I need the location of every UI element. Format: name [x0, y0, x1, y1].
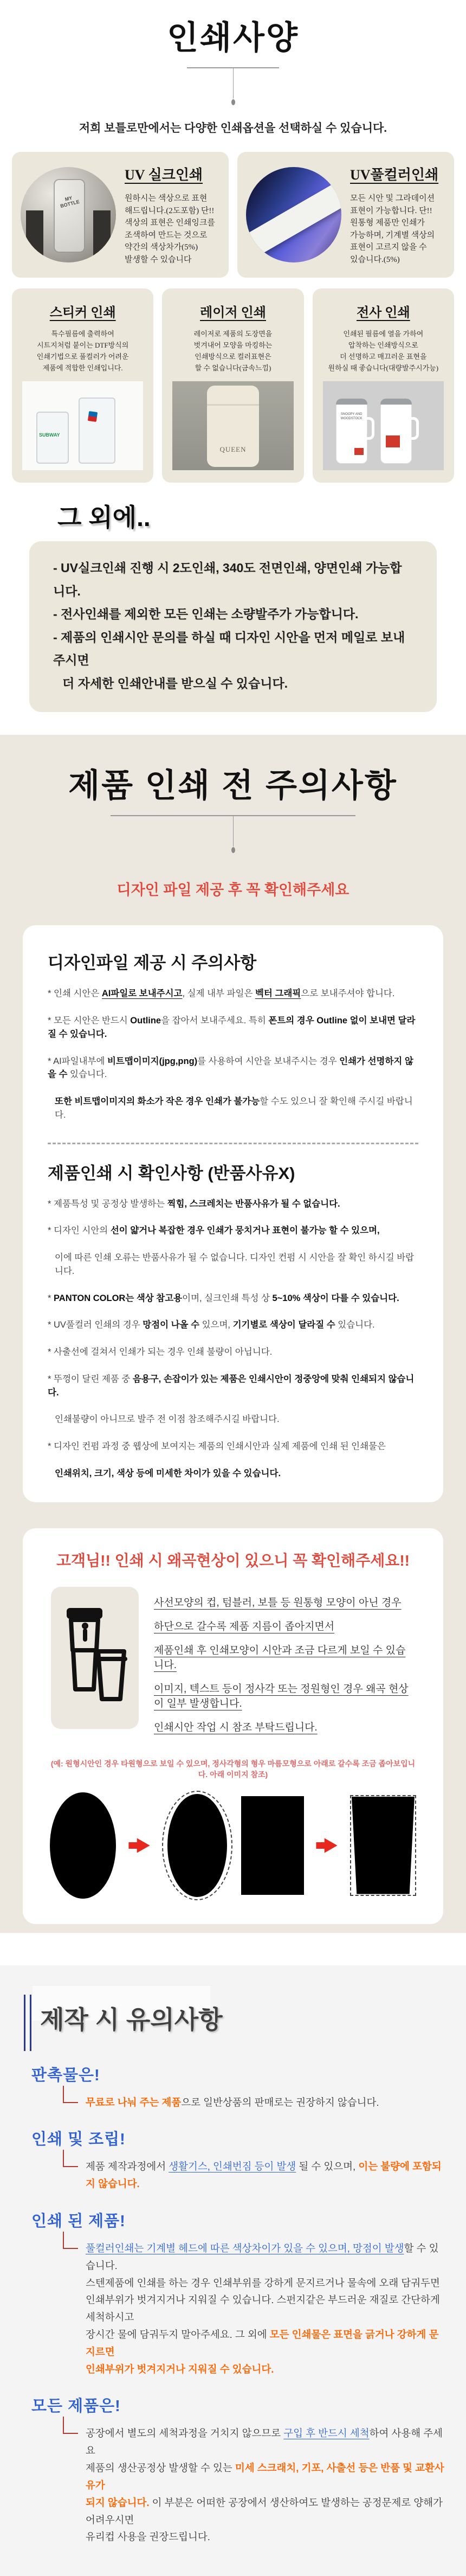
dashed-divider: [48, 1143, 418, 1144]
etc-heading: 그 외에..: [57, 503, 151, 531]
connector-vertical-line: [233, 68, 234, 99]
block-line: [86, 2361, 444, 2378]
notice-item: [48, 1224, 418, 1238]
laser-print-card: [162, 289, 303, 483]
square-design-shape: [241, 1796, 304, 1895]
card-title: 스티커 인쇄: [49, 306, 116, 320]
photo-detail: [380, 399, 412, 405]
text-segment: 있으며,: [199, 1320, 233, 1330]
notice-item: [48, 1440, 418, 1453]
text-segment: * UV풀컬러 인쇄의 경우: [48, 1320, 143, 1330]
card-line: 해드립니다.(2도포함) 단!!: [125, 206, 215, 215]
production-title-block: [0, 1979, 466, 2063]
card-title: 레이저 인쇄: [200, 306, 266, 320]
red-arrow-icon: [314, 1836, 339, 1855]
block-text: [86, 2240, 444, 2378]
red-arrow-icon: [127, 1836, 152, 1855]
card-line: 원하실 때 좋습니다(대량발주시가능): [328, 364, 439, 373]
glass-mug-shape: [36, 412, 69, 464]
text-segment: 제품의 생산공정상 발생할 수 있는: [86, 2462, 235, 2474]
tumbler-icon-tile: [51, 1587, 139, 1729]
print-spec-subtitle: 저희 보틀로만에서는 다양한 인쇄옵션을 선택하실 수 있습니다.: [79, 122, 387, 134]
card-line: 특수필름에 출력하여: [51, 330, 114, 338]
transfer-print-card: [313, 289, 454, 483]
text-segment: * 모든 시안은 반드시: [48, 1016, 131, 1026]
bracket-connector: [63, 2232, 78, 2249]
connector-vertical-line: [233, 816, 234, 847]
text-segment: 하여 사용해 주세요: [86, 2427, 443, 2457]
notice-item: [48, 1345, 418, 1359]
text-segment: 벡터 그래픽: [255, 989, 301, 999]
notice-item: [48, 1095, 418, 1122]
notice-item: [48, 1197, 418, 1211]
text-segment: 있습니다.: [67, 1069, 107, 1080]
photo-detail: [93, 210, 111, 256]
photo-detail: [352, 1797, 415, 1894]
distortion-line: 하단으로 갈수록 제품 지름이 좁아지면서: [154, 1620, 335, 1632]
notice-item: [48, 1014, 418, 1041]
laser-print-sample-photo: [172, 381, 293, 470]
notice-item: [48, 1467, 418, 1481]
check-notice-heading: 제품인쇄 시 확인사항 (반품사유X): [48, 1163, 295, 1183]
block-line: [86, 2291, 444, 2326]
title-connector-line: [0, 815, 466, 853]
bracket-connector: [63, 2150, 78, 2167]
title-connector-line: [0, 67, 466, 105]
notice-item: [48, 1251, 418, 1278]
queen-logo: QUEEN: [219, 445, 247, 454]
print-option-cards-top: [0, 152, 466, 278]
dominos-logo: [88, 411, 98, 422]
all-products-block: [0, 2394, 444, 2546]
connector-dot: [231, 99, 235, 105]
photo-detail: [167, 1794, 227, 1897]
text-segment: 으로 보내주셔야 합니다.: [301, 989, 395, 999]
doghouse-graphic: [354, 448, 364, 455]
tumbler-cup-icon: [61, 1604, 128, 1712]
text-segment: 인쇄부위가 벗겨지거나 지워질 수 있습니다. 스펀지같은 부드러운 재질로 간단하게 세척하시고: [86, 2294, 440, 2323]
etc-bullet: - 전사인쇄를 제외한 모든 인쇄는 소량발주가 가능합니다.: [53, 607, 359, 621]
text-segment: 이에 따른 인쇄 오류는 반품사유가 될 수 없습니다. 디자인 컨펌 시 시안을 잘 확인 하시길 바랍니다.: [55, 1253, 415, 1276]
etc-notes-box: [29, 541, 437, 712]
text-segment: * 디자인 컨펌 과정 중 웹상에 보여지는 제품의 인쇄시안과 실제 제품에 인쇄 된 인쇄물은: [48, 1441, 386, 1452]
card-text-column: [125, 164, 220, 266]
distortion-line: 인쇄시안 작업 시 참조 부탁드립니다.: [154, 1721, 318, 1733]
distorted-square-shape: [350, 1795, 416, 1896]
card-title: UV 실크인쇄: [125, 167, 203, 183]
text-segment: 으로 일반상품의 판매로는 권장하지 않습니다.: [181, 2096, 379, 2108]
text-segment: * 디자인 시안의: [48, 1226, 111, 1236]
card-line: 가능하며, 기계별 색상의: [350, 230, 435, 240]
block-line: [86, 2459, 444, 2494]
connector-dot: [231, 847, 235, 853]
text-segment: 유리컵 사용을 권장드립니다.: [86, 2531, 210, 2543]
print-option-cards-bottom: [0, 289, 466, 483]
etc-bullet: - UV실크인쇄 진행 시 2도인쇄, 340도 전면인쇄, 양면인쇄 가능합니다.: [53, 561, 402, 598]
photo-detail: [207, 404, 259, 406]
text-segment: 인쇄가 선명하지 않을 수: [48, 1056, 413, 1080]
sticker-print-sample-photo: [22, 381, 143, 470]
block-line: [86, 2094, 444, 2111]
text-segment: 을 잡아서 보내주세요. 특히: [161, 1016, 269, 1026]
promo-item-block: [0, 2063, 444, 2111]
uv-silk-print-card: [12, 152, 229, 278]
photo-detail: [246, 182, 341, 260]
card-line: 색상의 표현은 인쇄잉크를: [125, 219, 215, 227]
card-line: 제품에 적합한 인쇄입니다.: [42, 364, 123, 373]
block-line: [86, 2240, 444, 2274]
card-text-column: [350, 164, 445, 266]
distortion-warning-box: [23, 1528, 443, 1924]
distortion-line: 이미지, 텍스트 등이 정사각 또는 정원형인 경우 왜곡 현상이 일부 발생합니다.: [154, 1683, 409, 1709]
card-line: 조색하여 만드는 것으로: [125, 230, 208, 240]
text-segment: 무료로 나눠 주는 제품: [86, 2096, 182, 2108]
notice-item: [48, 1318, 418, 1332]
navy-double-bar: [24, 1995, 31, 2051]
production-caution-section: [0, 1965, 466, 2576]
text-segment: 모든 인쇄물은 표면을 긁거나 강하게 문지르면: [86, 2329, 439, 2357]
block-line: [86, 2274, 444, 2292]
caution-section-title: 제품 인쇄 전 주의사항: [68, 767, 398, 804]
text-segment: 공장에서 별도의 세척과정을 거치지 않으므로: [86, 2427, 284, 2439]
block-line: [86, 2528, 444, 2546]
text-segment: , 실제 내부 파일은: [182, 989, 255, 999]
text-segment: 를 사용하여 시안을 보내주시는 경우: [197, 1056, 340, 1066]
block-text: [86, 2094, 444, 2111]
block-heading: 모든 제품은!: [31, 2398, 121, 2415]
text-segment: * 사출선에 걸쳐서 인쇄가 되는 경우 인쇄 불량이 아닙니다.: [48, 1347, 273, 1357]
print-spec-section: [0, 0, 466, 712]
text-segment: 찍힘, 스크레치는 반품사유가 될 수 없습니다.: [167, 1199, 340, 1209]
text-segment: 미세 스크래치, 기포, 사출선 등은 반품 및 교환사유가: [86, 2462, 444, 2491]
text-segment: 할 수도 있으니 잘 확인해 주시길 바랍니다.: [55, 1097, 413, 1120]
caution-section-subtitle: 디자인 파일 제공 후 꼭 확인해주세요: [116, 882, 350, 899]
uv-silk-machine-photo: [21, 167, 116, 262]
card-line: 발생할 수 있습니다: [125, 255, 192, 264]
text-segment: 제품 제작과정에서: [86, 2161, 169, 2173]
text-segment: 비트맵이미지의 화소가 작은 경우 인쇄가 불가능: [74, 1097, 260, 1107]
card-line: 시트지처럼 붙이는 DTF방식의: [37, 341, 129, 350]
text-segment: 될 수 있으며,: [296, 2161, 359, 2173]
text-segment: 있습니다.: [335, 1320, 375, 1330]
card-line: 원하시는 색상으로 표현: [125, 194, 208, 203]
text-segment: 이는 불량에 포함되지 않습니다.: [86, 2161, 442, 2190]
text-segment: PANTON COLOR는 색상 참고용: [54, 1293, 183, 1303]
uv-printer-photo: [246, 167, 341, 262]
distortion-caption: (예: 원형시안인 경우 타원형으로 보일 수 있으며, 정사각형의 형우 마름모형으로 아래로 갈수록 조금 좁아보입니다. 아래 이미지 참조): [50, 1759, 416, 1779]
sticker-print-card: [12, 289, 153, 483]
text-segment: 인쇄부위가 벗겨지거나 지워질 수 있습니다.: [86, 2363, 274, 2375]
block-heading: 인쇄 된 제품!: [31, 2212, 126, 2230]
snoopy-mug-shape: [336, 399, 367, 464]
distortion-example-shapes: [50, 1791, 416, 1900]
pre-print-caution-section: [0, 735, 466, 1932]
snoopy-logo: SNOOPY AND WOODSTOCK: [340, 413, 363, 420]
card-line: 압착하는 인쇄방식으로: [348, 341, 418, 350]
text-segment: 할 수 있습니다.: [86, 2242, 439, 2271]
block-line: [86, 2326, 444, 2361]
design-notice-heading: 디자인파일 제공 시 주의사항: [48, 953, 257, 973]
text-segment: 5~10% 색상이 다를 수 있습니다.: [272, 1293, 399, 1303]
text-segment: * 뚜껑이 달린 제품 중: [48, 1374, 133, 1384]
block-heading: 인쇄 및 조립!: [31, 2131, 126, 2149]
etc-bullet: 더 자세한 인쇄안내를 받으실 수 있습니다.: [62, 676, 288, 690]
card-line: 더 선명하고 매끄러운 표현을: [340, 353, 427, 361]
circle-design-shape: [50, 1792, 116, 1899]
etc-bullet: - 제품의 인쇄시안 문의를 하실 때 디자인 시안을 먼저 메일로 보내주시면: [53, 630, 405, 668]
text-segment: *: [48, 1293, 54, 1303]
text-segment: 구입 후 반드시 세척: [283, 2427, 370, 2439]
card-line: 원통형 제품만 인쇄가: [350, 219, 425, 227]
text-segment: 되지 않습니다.: [86, 2496, 150, 2508]
snoopy-mug-shape: [380, 399, 412, 464]
card-line: 약간의 색상차가(5%): [125, 243, 198, 252]
glass-mug-shape: [79, 398, 115, 464]
my-bottle-label: MY BOTTLE: [60, 195, 80, 209]
text-segment: 생활기스, 인쇄번짐 등이 발생: [169, 2161, 296, 2173]
card-title: UV풀컬러인쇄: [350, 167, 439, 183]
block-text: [86, 2425, 444, 2546]
card-line: 모든 시안 및 그라데이션: [350, 194, 435, 203]
card-line: 인쇄방식으로 컬러표현은: [195, 353, 271, 361]
card-line: 표현이 가능합니다. 단!!: [350, 206, 432, 215]
block-text: [86, 2158, 444, 2193]
distortion-heading: 고객님!! 인쇄 시 왜곡현상이 있으니 꼭 확인해주세요!!: [56, 1552, 410, 1569]
block-line: [86, 2158, 444, 2193]
text-segment: 스텐제품에 인쇄를 하는 경우 인쇄부위를 강하게 문지르거나 물속에 오래 담궈두면: [86, 2277, 440, 2289]
distortion-line: 사선모양의 컵, 텀블러, 보틀 등 원통형 모양이 아닌 경우: [154, 1597, 402, 1609]
uv-fullcolor-print-card: [237, 152, 454, 278]
printed-product-block: [0, 2209, 444, 2378]
text-segment: 풀컬러인쇄는 기계별 헤드에 따른 색상차이가 있을 수 있으며, 망점이 발생: [86, 2242, 404, 2254]
text-segment: 비트맵이미지(jpg,png): [107, 1056, 198, 1066]
photo-detail: [336, 399, 367, 405]
bracket-connector: [63, 2086, 78, 2103]
doghouse-graphic: [386, 435, 400, 447]
text-segment: * AI파일내부에: [48, 1056, 107, 1066]
card-line: 표현이 고르지 않을 수: [350, 243, 427, 252]
block-line: [86, 2425, 444, 2459]
text-segment: 이 부분은 어떠한 공장에서 생산하여도 발생하는 공정문제로 양해가 어려우시면: [86, 2496, 443, 2526]
bracket-connector: [63, 2417, 78, 2434]
text-segment: 선이 얇거나 복잡한 경우 인쇄가 뭉치거나 표현이 불가능 할 수 있으며,: [110, 1226, 380, 1236]
distortion-line: 제품인쇄 후 인쇄모양이 시안과 조금 다르게 보일 수 있습니다.: [154, 1644, 406, 1671]
text-segment: * 제품특성 및 공정상 발생하는: [48, 1199, 167, 1209]
distortion-row: [48, 1587, 418, 1743]
card-line: 벗겨내어 모양을 마킹하는: [193, 341, 273, 350]
text-segment: 인쇄위치, 크기, 색상 등에 미세한 차이가 있을 수 있습니다.: [55, 1468, 281, 1478]
transfer-print-sample-photo: [323, 381, 444, 470]
notice-item: [48, 987, 418, 1001]
card-line: 인쇄기법으로 풀컬러가 어려운: [36, 353, 129, 361]
text-segment: 인쇄불량이 아니므로 발주 전 이점 참조해주시길 바랍니다.: [55, 1414, 280, 1425]
tumbler-shape: [207, 386, 259, 467]
notice-item: [48, 1055, 418, 1082]
card-title: 전사 인쇄: [356, 306, 410, 320]
clear-bottle-shape: [54, 179, 85, 253]
distorted-circle-shape: [162, 1791, 232, 1900]
block-heading: 판촉물은!: [31, 2066, 100, 2084]
design-file-notice-box: [23, 925, 443, 1502]
notice-item: [48, 1292, 418, 1305]
subway-logo: SUBWAY: [39, 432, 60, 438]
production-title: 제작 시 유의사항: [40, 2005, 223, 2034]
text-segment: 또한: [55, 1097, 75, 1107]
card-line: 인쇄된 필름에 열을 가하여: [343, 330, 424, 338]
text-segment: * 인쇄 시안은: [48, 989, 102, 999]
photo-detail: [26, 210, 43, 256]
card-line: 할 수 없습니다(금속느낌): [195, 364, 271, 373]
distortion-text-column: [154, 1587, 415, 1743]
text-segment: 음용구, 손잡이가 있는 제품은 인쇄시안이 정중앙에 맞춰 인쇄되지 않습니다.: [48, 1374, 415, 1398]
notice-item: [48, 1373, 418, 1400]
print-assembly-block: [0, 2127, 444, 2193]
print-spec-title: 인쇄사양: [167, 20, 299, 56]
text-segment: 망점이 나올 수: [143, 1320, 200, 1330]
block-line: [86, 2494, 444, 2529]
text-segment: 장시간 물에 담궈두지 말아주세요. 그 외에: [86, 2329, 270, 2341]
card-line: 있습니다.(5%): [350, 255, 400, 264]
card-line: 레이저로 제품의 도장면을: [193, 330, 273, 338]
text-segment: 기기별로 색상이 달라질 수: [232, 1320, 335, 1330]
text-segment: AI파일로 보내주시고: [101, 989, 183, 999]
text-segment: 폰트의 경우 Outline 없이 보내면 달라질 수 있습니다.: [48, 1016, 416, 1039]
text-segment: Outline: [130, 1016, 161, 1026]
text-segment: 이며, 실크인쇄 특성 상: [182, 1293, 273, 1303]
notice-item: [48, 1413, 418, 1426]
